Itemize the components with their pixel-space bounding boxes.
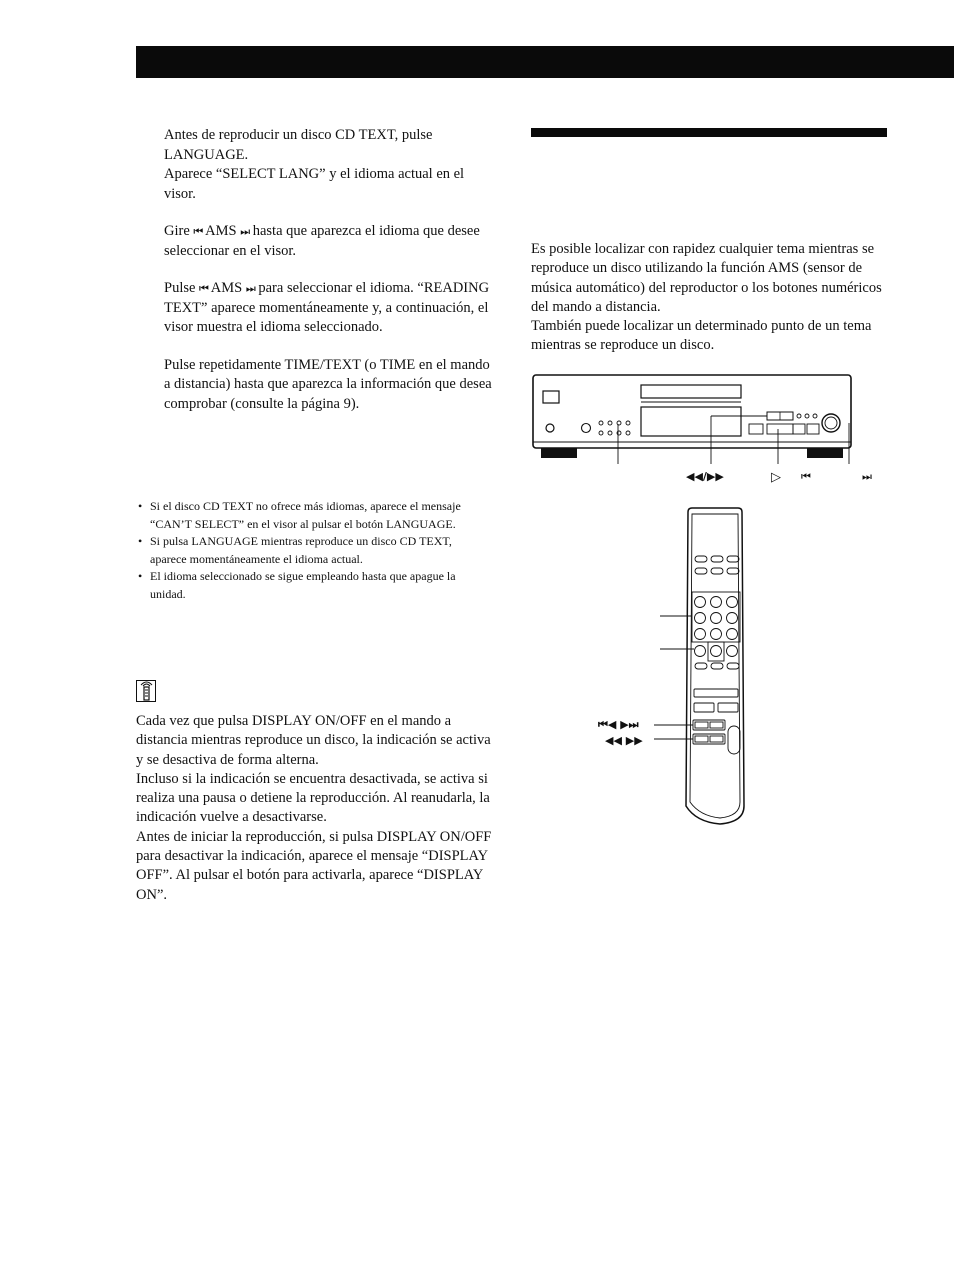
intro-paragraph-1: Es posible localizar con rapidez cualquier tema mientras se reproduce un disco utilizando la función AMS (sensor de música automático) del reproductor o los botones numéricos del mando a distancia. xyxy=(531,241,882,315)
player-play-label: ▷ xyxy=(771,470,781,485)
player-prev-label: ⏮ xyxy=(801,470,811,483)
note-item: • Si el disco CD TEXT no ofrece más idiomas, aparece el mensaje “CAN’T SELECT” en el visor al pulsar el botón LANGUAGE. xyxy=(138,499,461,531)
step-1-line-2: Aparece “SELECT LANG” y el idioma actual en el visor. xyxy=(164,166,465,202)
step-3-text: Pulse ⏮ AMS ⏭ para seleccionar el idioma. “READING TEXT” aparece momentáneamente y, a continuación, el visor muestra el idioma seleccionado. xyxy=(164,280,490,335)
step-3 xyxy=(164,279,494,338)
step-4-text: Pulse repetidamente TIME/TEXT (o TIME en el mando a distancia) hasta que aparezca la información que desea comprobar (consulte la página 9). xyxy=(164,356,492,412)
prev-track-icon: ⏮ xyxy=(199,282,208,295)
next-track-icon: ⏭ xyxy=(245,282,255,295)
tip-text xyxy=(136,712,492,905)
intro-paragraph-2: También puede localizar un determinado punto de un tema mientras se reproduce un disco. xyxy=(531,318,872,354)
remote-ams-label: ⏮◀ ▶⏭ xyxy=(598,718,639,731)
note-item: • Si pulsa LANGUAGE mientras reproduce un disco CD TEXT, aparece momentáneamente el idioma actual. xyxy=(138,534,452,566)
cd-player-illustration xyxy=(531,372,861,472)
remote-control-illustration xyxy=(680,506,760,826)
step-1-line-1: Antes de reproducir un disco CD TEXT, pulse LANGUAGE. xyxy=(164,127,433,163)
step-2-text: Gire ⏮ AMS ⏭ hasta que aparezca el idioma que desee seleccionar en el visor. xyxy=(164,223,480,259)
step-2 xyxy=(164,222,494,261)
notes-list xyxy=(138,498,478,604)
steps-column xyxy=(164,126,494,432)
header-bar xyxy=(136,46,954,78)
remote-control-icon xyxy=(136,680,156,702)
section-rule xyxy=(531,128,887,137)
intro-text xyxy=(531,240,887,356)
tip-paragraph-3: Antes de iniciar la reproducción, si pulsa DISPLAY ON/OFF para desactivar la indicación, aparece el mensaje “DISPLAY OFF”. Al pulsar el botón para activarla, aparece “DISPLAY ON”. xyxy=(136,828,492,903)
remote-search-label: ◀◀ ▶▶ xyxy=(605,734,643,747)
next-track-icon: ⏭ xyxy=(240,225,250,238)
player-search-label: ◀◀/▶▶ xyxy=(686,470,724,483)
player-next-label: ⏭ xyxy=(862,470,872,483)
note-item: • El idioma seleccionado se sigue empleando hasta que apague la unidad. xyxy=(138,569,456,601)
step-1 xyxy=(164,126,494,204)
tip-paragraph-1: Cada vez que pulsa DISPLAY ON/OFF en el mando a distancia mientras reproduce un disco, la indicación se activa y se desactiva de forma alterna. xyxy=(136,713,491,768)
prev-track-icon: ⏮ xyxy=(193,225,203,238)
step-4 xyxy=(164,356,494,415)
tip-paragraph-2: Incluso si la indicación se encuentra desactivada, se activa si realiza una pausa o detiene la reproducción. Al reanudarla, la indicación vuelve a desactivarse. xyxy=(136,770,490,826)
